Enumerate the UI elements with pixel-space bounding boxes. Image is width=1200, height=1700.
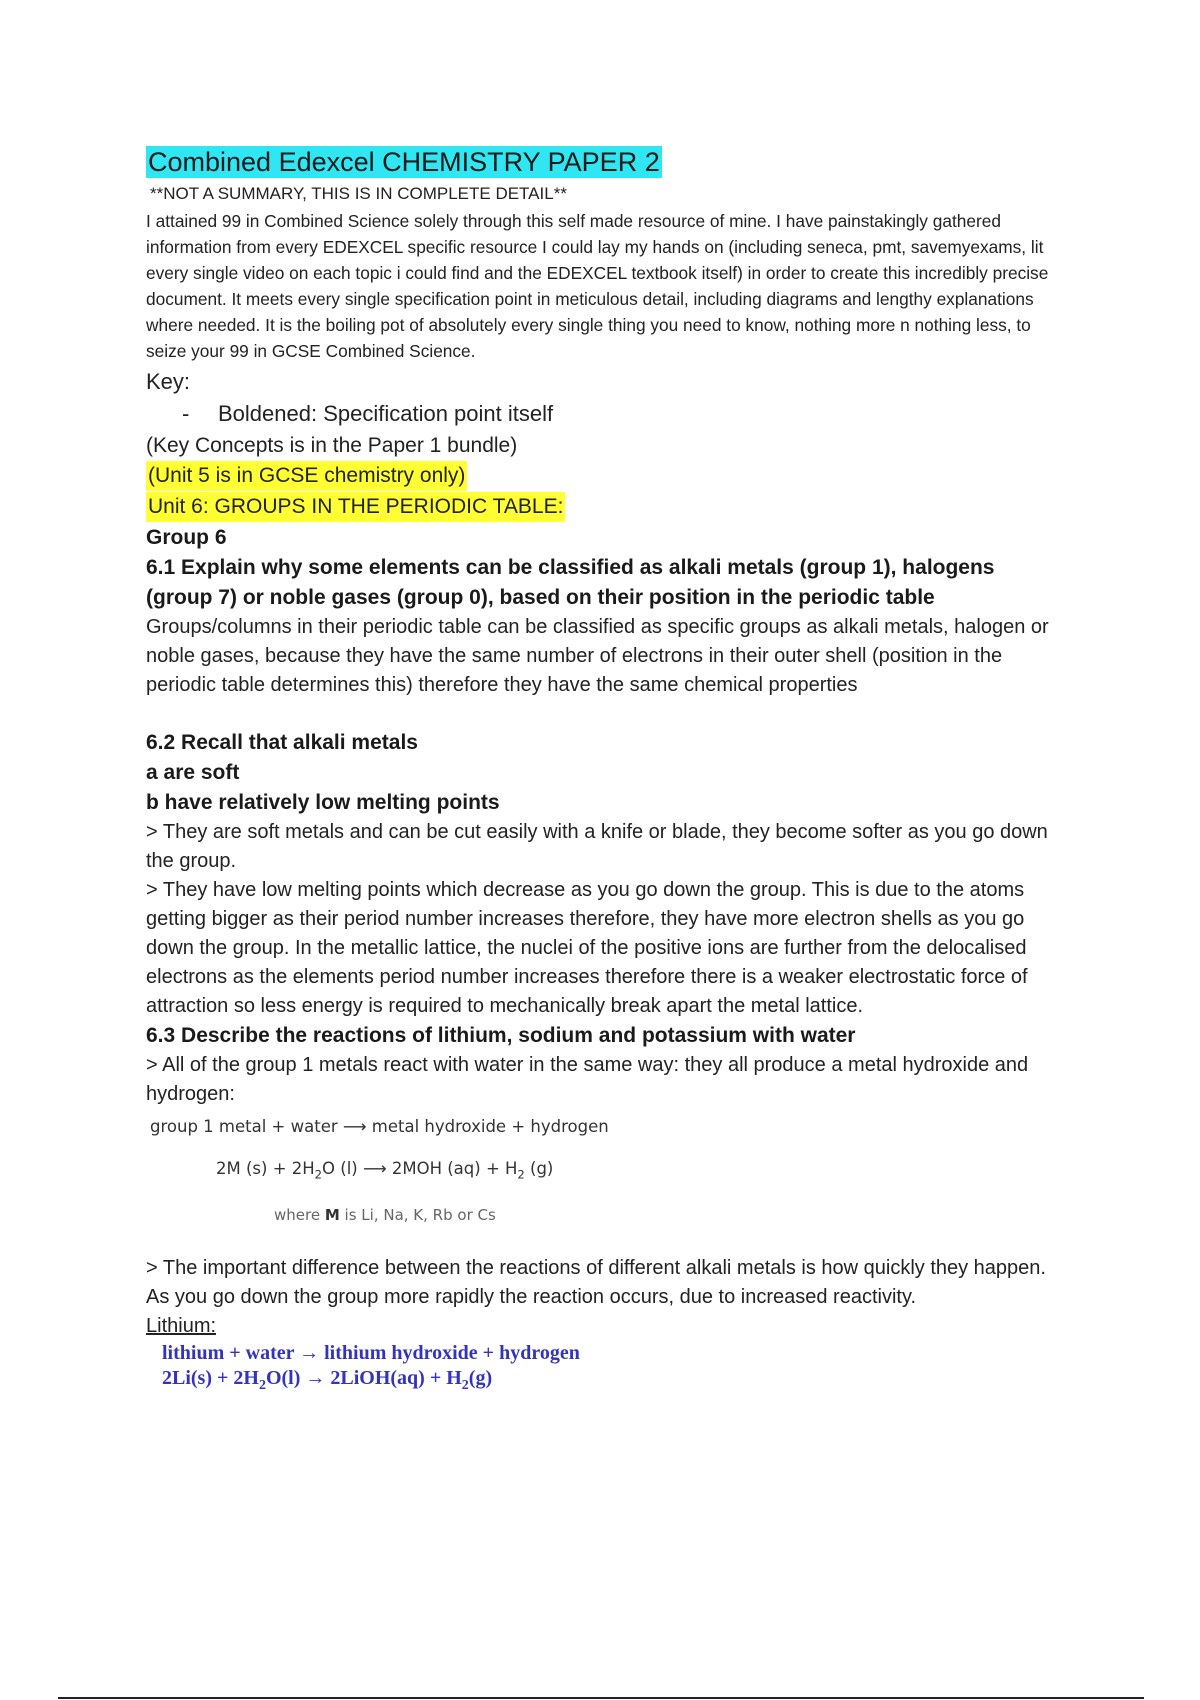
equation-note: where M is Li, Na, K, Rb or Cs [274,1206,496,1225]
lithium-label: Lithium: [146,1315,217,1338]
unit5-row [146,461,1066,492]
paragraph-6-1: Groups/columns in their periodic table can be classified as specific groups as alkali metals, halogen or noble gases, because they have the same number of electrons in their outer shell (position in the periodic table determines this) therefore they have the same chemical properties [146,616,1049,696]
paragraph-melting-points: > They have low melting points which decrease as you go down the group. This is due to the atoms getting bigger as their period number increases therefore, they have more electron shells as you go down the group. In the metallic lattice, the nuclei of the positive ions are further from the delocalised electrons as the elements period number increases therefore there is a weaker electrostatic force of attraction so less energy is required to mechanically break apart the metal lattice. [146,879,1028,1017]
unit6-row [146,492,1066,523]
spacer [146,700,1066,728]
lithium-word-equation: lithium + water → lithium hydroxide + hydrogen [162,1342,580,1365]
spec-point-6-2: 6.2 Recall that alkali metals [146,731,418,754]
paragraph-difference: > The important difference between the reactions of different alkali metals is how quickly they happen. As you go down the group more rapidly the reaction occurs, due to increased reactivity. [146,1257,1046,1309]
symbol-equation: 2M $(s) + 2H_2O$ (l) ⟶ 2MOH $(aq) + H_2$ (g) [216,1159,554,1182]
key-list [146,398,1066,430]
spec-point-6-3: 6.3 Describe the reactions of lithium, sodium and potassium with water [146,1024,856,1047]
spec-point-6-2b: b have relatively low melting points [146,791,500,814]
key-item [146,398,1066,430]
intro-paragraph: I attained 99 in Combined Science solely through this self made resource of mine. I have painstakingly gathered information from every EDEXCEL specific resource I could lay my hands on (including seneca, pmt, savemyexams, lit every single video on each topic i could find and the EDEXCEL textbook itself) in order to create this incredibly precise document. It meets every single specification point in meticulous detail, including diagrams and lengthy explanations where needed. It is the boiling pot of absolutely every single thing you need to know, nothing more n nothing less, to seize your 99 in GCSE Combined Science. [146,211,1049,361]
spec-point-6-1: 6.1 Explain why some elements can be classified as alkali metals (group 1), halogens (group 7) or noble gases (group 0), based on their position in the periodic table [146,556,995,609]
key-label: Key: [146,369,191,394]
lithium-symbol-equation: $2Li(s) + 2H_2O(l)$ → 2LiOH(aq) + $H_2(g)$ [162,1367,493,1394]
paragraph-6-3: > All of the group 1 metals react with water in the same way: they all produce a metal hydroxide and hydrogen: [146,1054,1029,1105]
spec-point-6-2a: a are soft [146,761,240,784]
list-dash: - [182,401,190,426]
key-item-text: Boldened: Specification point itself [218,401,554,426]
page-bottom-rule [58,1697,1144,1699]
unit5-note: (Unit 5 is in GCSE chemistry only) [146,461,467,491]
title-row [146,146,1066,180]
paragraph-soft: > They are soft metals and can be cut easily with a knife or blade, they become softer as you go down the group. [146,821,1048,872]
document-page [146,146,1066,1398]
detail-note: **NOT A SUMMARY, THIS IS IN COMPLETE DETAIL** [150,184,567,203]
document-title: Combined Edexcel CHEMISTRY PAPER 2 [148,147,660,177]
word-equation: group 1 metal + water ⟶ metal hydroxide + hydrogen [150,1117,609,1136]
unit6-heading: Unit 6: GROUPS IN THE PERIODIC TABLE: [146,492,565,522]
key-concepts-note: (Key Concepts is in the Paper 1 bundle) [146,434,518,457]
group-heading: Group 6 [146,526,227,549]
spacer [146,1226,1066,1254]
